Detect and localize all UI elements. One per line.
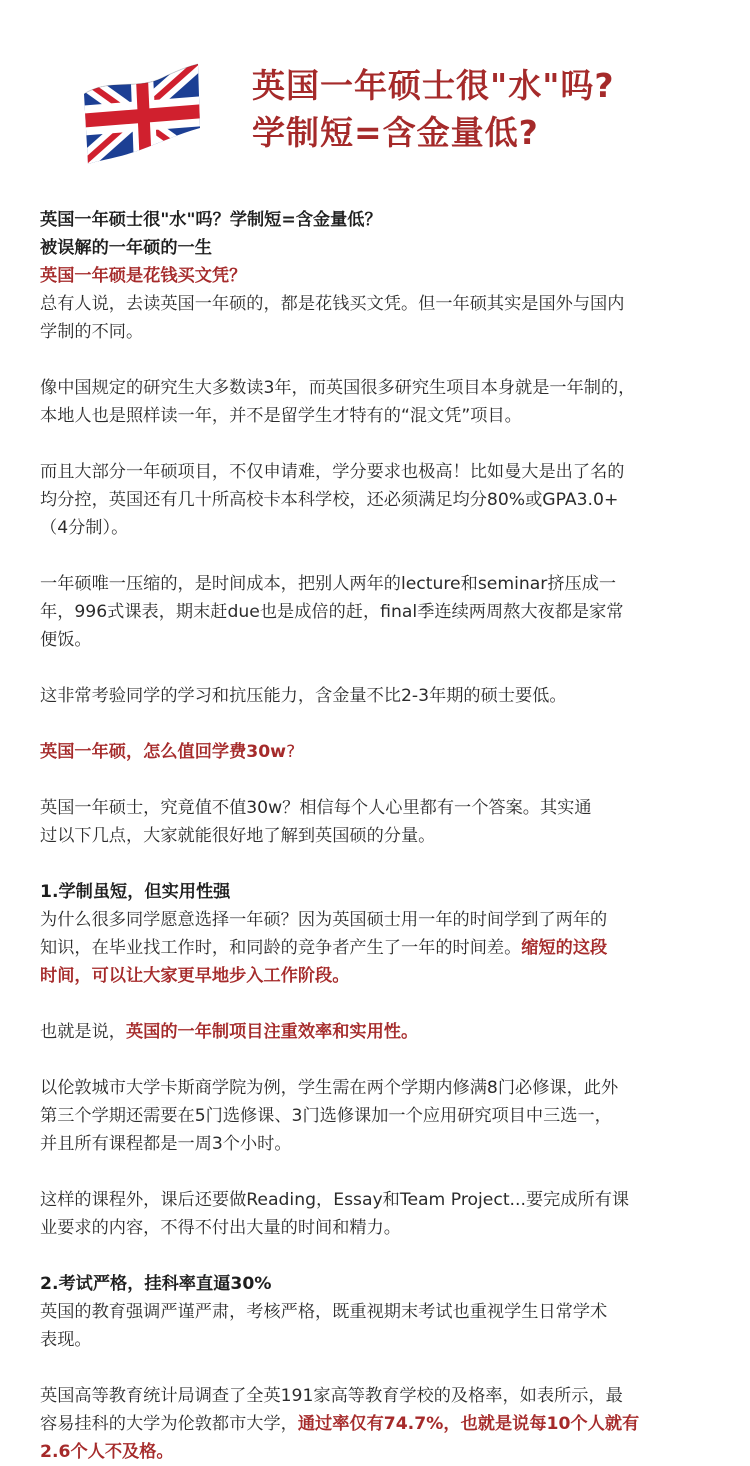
paragraph: 一年硕唯一压缩的，是时间成本，把别人两年的lecture和seminar挤压成一 bbox=[40, 574, 617, 594]
paragraph bbox=[40, 1410, 720, 1438]
paragraph: 便饭。 bbox=[40, 630, 92, 650]
title-line-1: 英国一年硕士很"水"吗? bbox=[252, 66, 615, 105]
page-title bbox=[252, 62, 615, 156]
section2-heading-mark: ? bbox=[286, 742, 296, 762]
paragraph: 表现。 bbox=[40, 1330, 92, 1350]
paragraph: 英国一年硕士，究竟值不值30w？相信每个人心里都有一个答案。其实通 bbox=[40, 798, 592, 818]
intro-subtitle: 被误解的一年硕的一生 bbox=[40, 238, 212, 258]
paragraph: 学制的不同。 bbox=[40, 322, 144, 342]
paragraph: 这样的课程外，课后还要做Reading，Essay和Team Project...要完成所有课 bbox=[40, 1190, 630, 1210]
highlight-text: 英国的一年制项目注重效率和实用性。 bbox=[125, 1022, 419, 1042]
paragraph: 过以下几点，大家就能很好地了解到英国硕的分量。 bbox=[40, 826, 436, 846]
highlight-text: 时间，可以让大家更早地步入工作阶段。 bbox=[40, 966, 350, 986]
paragraph: 像中国规定的研究生大多数读3年，而英国很多研究生项目本身就是一年制的， bbox=[40, 378, 636, 398]
intro-title: 英国一年硕士很"水"吗？学制短=含金量低？ bbox=[40, 210, 382, 230]
paragraph: 年，996式课表，期末赶due也是成倍的赶，final季连续两周熬大夜都是家常 bbox=[40, 602, 624, 622]
paragraph: 本地人也是照样读一年，并不是留学生才特有的“混文凭”项目。 bbox=[40, 406, 522, 426]
paragraph: 以伦敦城市大学卡斯商学院为例，学生需在两个学期内修满8门必修课，此外 bbox=[40, 1078, 619, 1098]
article-body bbox=[40, 206, 720, 1466]
section2-heading bbox=[40, 738, 720, 766]
paragraph-text: 知识，在毕业找工作时，和同龄的竞争者产生了一年的时间差。 bbox=[40, 938, 522, 958]
union-jack-flag-icon bbox=[78, 56, 204, 168]
paragraph: 总有人说，去读英国一年硕的，都是花钱买文凭。但一年硕其实是国外与国内 bbox=[40, 294, 625, 314]
paragraph-text: 也就是说， bbox=[40, 1022, 126, 1042]
point2-heading: 2.考试严格，挂科率直逼30% bbox=[40, 1274, 272, 1294]
section2-heading-text: 英国一年硕，怎么值回学费30w bbox=[40, 742, 287, 762]
highlight-text: 2.6个人不及格。 bbox=[40, 1442, 174, 1462]
paragraph: 并且所有课程都是一周3个小时。 bbox=[40, 1134, 292, 1154]
paragraph: 而且大部分一年硕项目，不仅申请难，学分要求也极高！比如曼大是出了名的 bbox=[40, 462, 625, 482]
paragraph: 这非常考验同学的学习和抗压能力，含金量不比2-3年期的硕士要低。 bbox=[40, 686, 567, 706]
paragraph: 均分控，英国还有几十所高校卡本科学校，还必须满足均分80%或GPA3.0+ bbox=[40, 490, 619, 510]
point1-heading: 1.学制虽短，但实用性强 bbox=[40, 882, 231, 902]
paragraph: 英国的教育强调严谨严肃，考核严格，既重视期末考试也重视学生日常学术 bbox=[40, 1302, 608, 1322]
paragraph: 业要求的内容，不得不付出大量的时间和精力。 bbox=[40, 1218, 401, 1238]
paragraph bbox=[40, 934, 720, 962]
paragraph: 第三个学期还需要在5门选修课、3门选修课加一个应用研究项目中三选一， bbox=[40, 1106, 612, 1126]
highlight-text: 通过率仅有74.7%，也就是说每10个人就有 bbox=[297, 1414, 640, 1434]
paragraph: 英国高等教育统计局调查了全英191家高等教育学校的及格率，如表所示，最 bbox=[40, 1386, 623, 1406]
article-header bbox=[0, 0, 750, 200]
paragraph: （4分制）。 bbox=[40, 518, 129, 538]
title-line-2: 学制短=含金量低? bbox=[252, 113, 539, 152]
paragraph-text: 容易挂科的大学为伦敦都市大学， bbox=[40, 1414, 298, 1434]
paragraph: 为什么很多同学愿意选择一年硕？因为英国硕士用一年的时间学到了两年的 bbox=[40, 910, 608, 930]
highlight-text: 缩短的这段 bbox=[521, 938, 608, 958]
section1-heading: 英国一年硕是花钱买文凭？ bbox=[40, 266, 247, 286]
paragraph bbox=[40, 1018, 720, 1046]
